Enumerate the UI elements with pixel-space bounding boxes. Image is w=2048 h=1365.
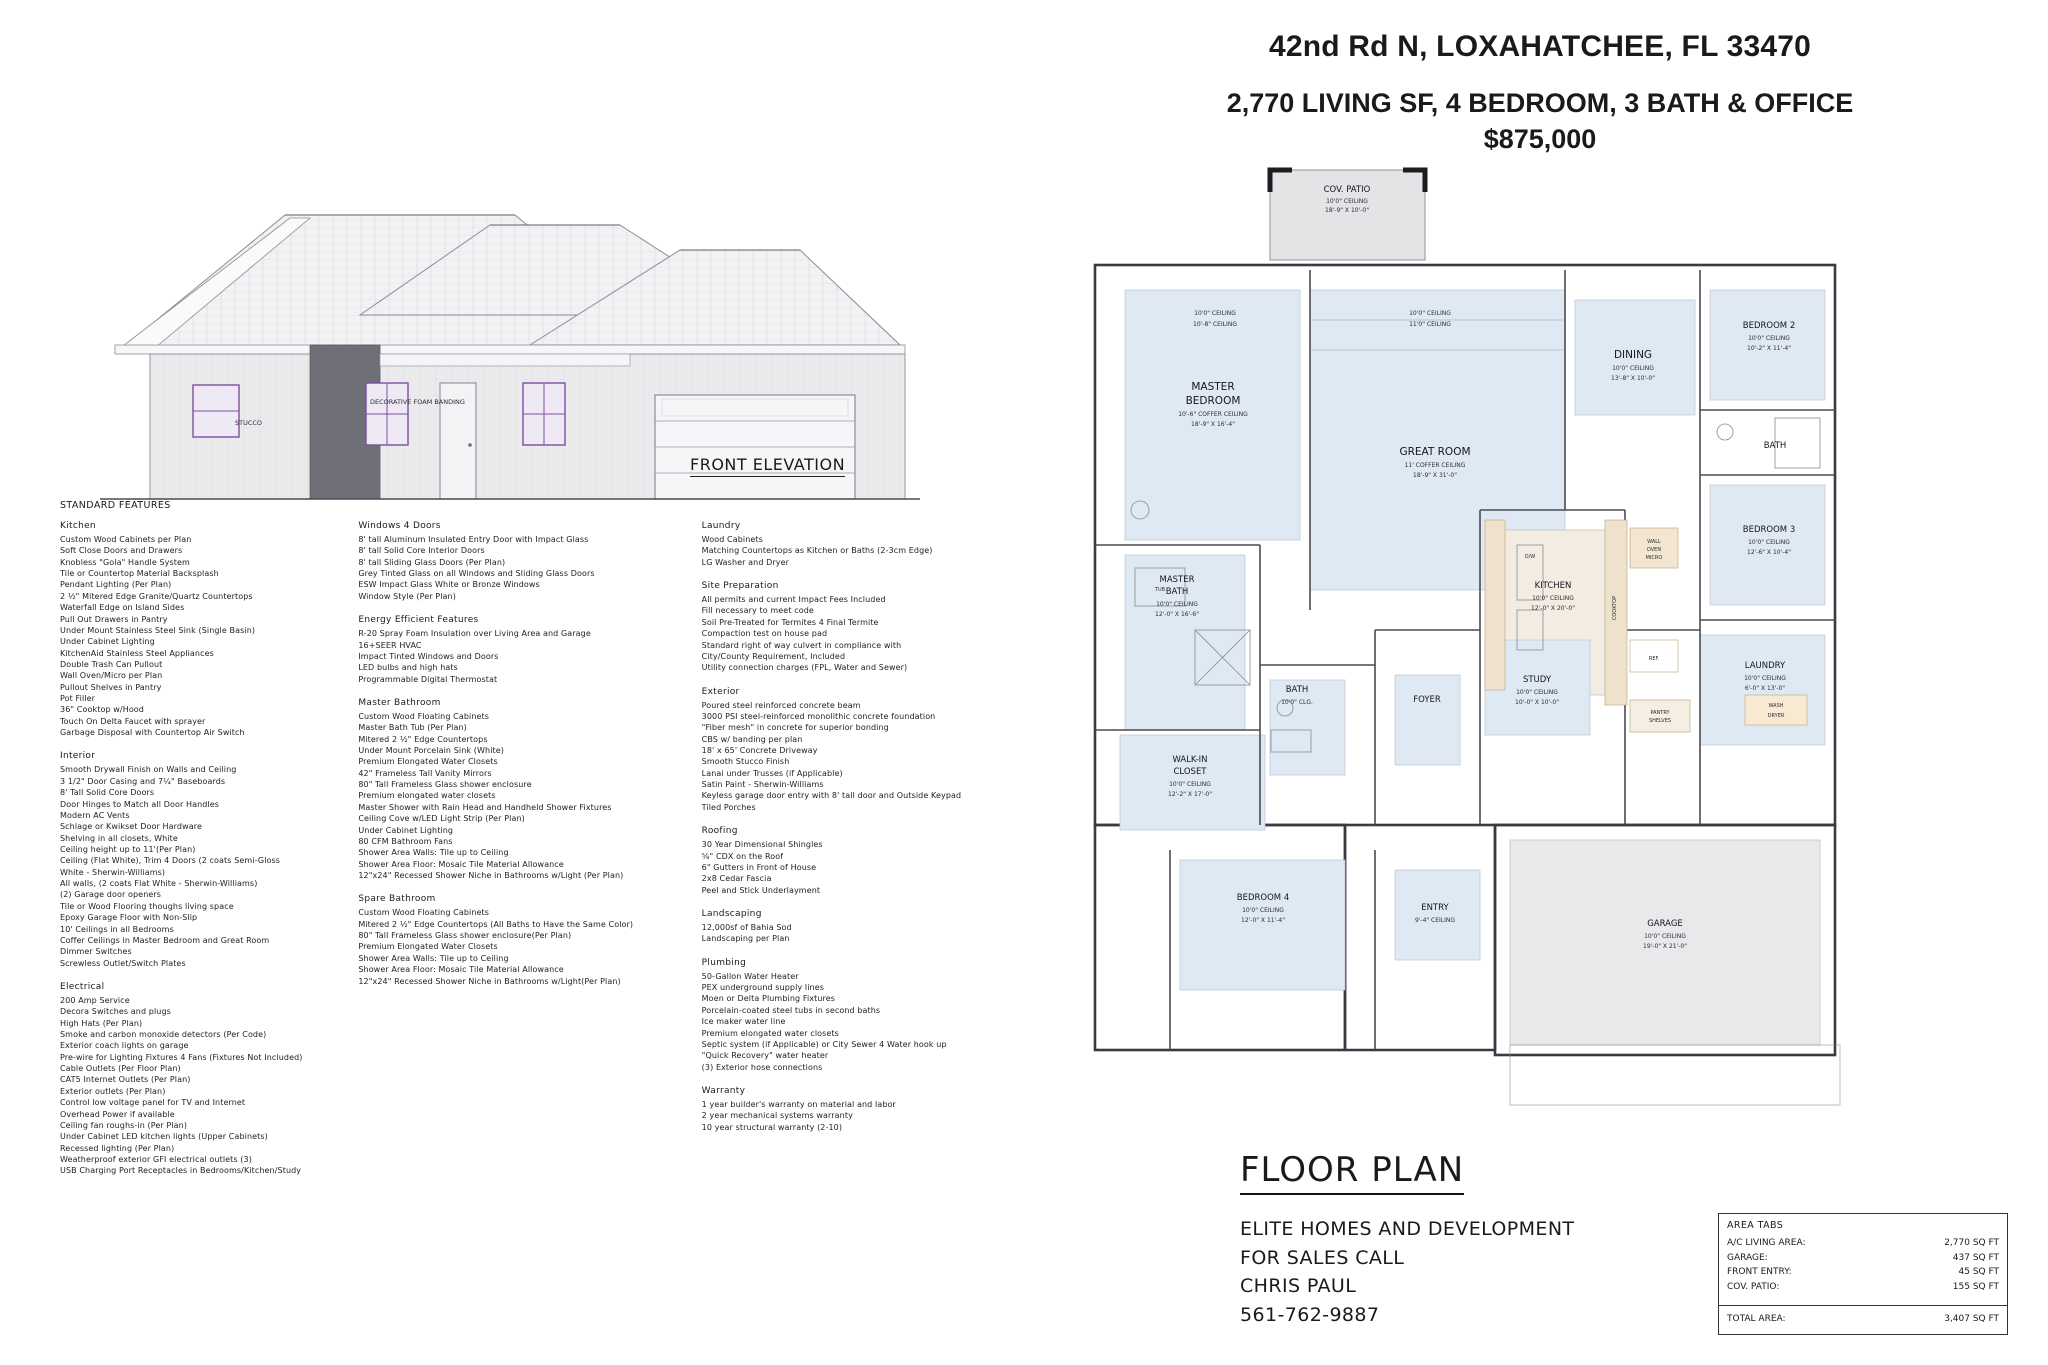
feature-item: 8' tall Solid Core Interior Doors [358, 546, 485, 556]
section-heading: Master Bathroom [358, 697, 441, 708]
floor-plan-drawing [1085, 185, 2015, 1120]
area-total-label: TOTAL AREA: [1727, 1314, 1786, 1325]
room-size-walk-in-closet: 12'-2" X 17'-0" [1168, 791, 1212, 798]
room-label-cov-patio: COV. PATIO [1323, 185, 1371, 195]
feature-item: Porcelain-coated steel tubs in second baths [701, 1005, 881, 1015]
feature-item: LED bulbs and high hats [358, 663, 458, 673]
feature-item: Shower Area Walls: Tile up to Ceiling [358, 848, 509, 858]
area-row [1727, 1251, 1999, 1266]
feature-item: Pre-wire for Lighting Fixtures 4 Fans (Fixtures Not Included) [60, 1052, 303, 1062]
feature-item: Decora Switches and plugs [60, 1007, 171, 1017]
room-size-garage: 19'-0" X 21'-0" [1643, 943, 1687, 950]
room-label-walk-in-closet: WALK-IN [1172, 755, 1208, 765]
fixture-label-tub: TUB [1154, 587, 1166, 593]
feature-item: Standard right of way culvert in compliance with [701, 640, 902, 650]
area-value: 155 SQ FT [1952, 1281, 1999, 1292]
feature-item: Landscaping per Plan [701, 934, 790, 944]
feature-item: ESW Impact Glass White or Bronze Windows [358, 580, 540, 590]
feature-item: Utility connection charges (FPL, Water and Sewer) [701, 663, 908, 673]
room-foyer [1395, 675, 1460, 765]
room-ceiling-dining: 10'0" CEILING [1612, 365, 1654, 372]
feature-item: 30 Year Dimensional Shingles [701, 840, 823, 850]
features-column-2 [358, 521, 701, 1190]
sales-contact-name: CHRIS PAUL [1240, 1275, 1357, 1297]
feature-item: 16+SEER HVAC [358, 640, 422, 650]
feature-item: Shelving in all closets, White [60, 833, 178, 843]
feature-item: Under Cabinet LED kitchen lights (Upper Cabinets) [60, 1132, 268, 1142]
feature-item: 18' x 65' Concrete Driveway [701, 746, 818, 756]
feature-item: Programmable Digital Thermostat [358, 674, 498, 684]
feature-item: Wall Oven/Micro per Plan [60, 671, 163, 681]
feature-item: 3000 PSI steel-reinforced monolithic concrete foundation [701, 711, 936, 721]
feature-item: Impact Tinted Windows and Doors [358, 651, 499, 661]
feature-item: Shower Area Floor: Mosaic Tile Material Allowance [358, 859, 564, 869]
room-ceiling-great-room: 11' COFFER CEILING [1404, 462, 1466, 469]
area-label: GARAGE: [1727, 1252, 1768, 1263]
ceiling-note-2: 10'-8" CEILING [1193, 321, 1237, 328]
floor-plan-svg [1085, 185, 2015, 1140]
room-label-bedroom-3: BEDROOM 3 [1742, 525, 1796, 535]
room-size-dining: 13'-8" X 10'-0" [1611, 375, 1655, 382]
feature-item: Tile or Wood Flooring thoughs living space [60, 901, 234, 911]
property-specs: 2,770 LIVING SF, 4 BEDROOM, 3 BATH & OFFICE [1226, 88, 1854, 118]
feature-item: Master Shower with Rain Head and Handheld Shower Fixtures [358, 802, 612, 812]
area-label: A/C LIVING AREA: [1727, 1238, 1806, 1248]
room-label-entry: ENTRY [1421, 903, 1449, 913]
area-label: FRONT ENTRY: [1727, 1267, 1792, 1278]
feature-item: Ceiling fan roughs-in (Per Plan) [60, 1120, 188, 1130]
feature-item: 36" Cooktop w/Hood [60, 705, 144, 715]
feature-item: Master Bath Tub (Per Plan) [358, 723, 467, 733]
feature-item: Window Style (Per Plan) [358, 591, 456, 601]
feature-item: Moen or Delta Plumbing Fixtures [701, 994, 836, 1004]
area-value: 437 SQ FT [1952, 1252, 1999, 1263]
area-label: COV. PATIO: [1727, 1281, 1780, 1292]
area-value: 2,770 SQ FT [1944, 1238, 1999, 1248]
sales-phone: 561-762-9887 [1240, 1303, 1380, 1326]
area-total-value: 3,407 SQ FT [1944, 1314, 1999, 1325]
features-column-1 [60, 521, 358, 1190]
section-heading: Plumbing [701, 957, 747, 968]
fixture-label-dishwasher: D/W [1524, 554, 1536, 560]
room-ceiling-bath-1: 10'0" CLG. [1281, 699, 1313, 706]
room-ceiling-garage: 10'0" CEILING [1644, 933, 1686, 940]
room-label-dining: DINING [1613, 349, 1653, 361]
section-heading: Spare Bathroom [358, 894, 436, 905]
room-ceiling-master-bedroom: 10'-6" COFFER CEILING [1178, 411, 1248, 418]
room-bedroom-4 [1180, 860, 1345, 990]
feature-item: Cable Outlets (Per Floor Plan) [60, 1064, 181, 1074]
room-ceiling-bedroom-2: 10'0" CEILING [1748, 335, 1790, 342]
feature-item: 42" Frameless Tall Vanity Mirrors [358, 768, 492, 778]
features-section-interior [60, 751, 344, 968]
feature-item: 3 1/2" Door Casing and 7¼" Baseboards [60, 776, 226, 786]
feature-item: PEX underground supply lines [701, 983, 825, 993]
section-heading: Laundry [701, 521, 741, 531]
feature-item: Garbage Disposal with Countertop Air Switch [60, 728, 245, 738]
feature-item: Tile or Countertop Material Backsplash [60, 569, 219, 579]
room-size-kitchen: 12'-0" X 20'-0" [1531, 605, 1575, 612]
features-section-master-bathroom [358, 698, 687, 881]
feature-item: Under Mount Stainless Steel Sink (Single Basin) [60, 625, 256, 635]
feature-item: Under Mount Porcelain Sink (White) [358, 746, 504, 756]
feature-item: Dimmer Switches [60, 947, 132, 957]
feature-item: Mitered 2 ½" Edge Countertops [358, 734, 488, 744]
fixture-label-cooktop: COOKTOP [1612, 595, 1618, 621]
feature-item: Pendant Lighting (Per Plan) [60, 580, 172, 590]
feature-item: Matching Countertops as Kitchen or Baths (2-3cm Edge) [701, 546, 933, 556]
feature-item: Premium Elongated Water Closets [358, 757, 498, 767]
section-heading: Warranty [701, 1085, 746, 1096]
room-label-bedroom-2: BEDROOM 2 [1742, 321, 1796, 331]
feature-item: 12"x24" Recessed Shower Niche in Bathrooms w/Light(Per Plan) [358, 976, 621, 986]
front-elevation-drawing [60, 140, 960, 460]
feature-item: 2x8 Cedar Fascia [701, 874, 772, 884]
room-ceiling-master-bath: 10'0" CEILING [1156, 601, 1198, 608]
area-row [1727, 1280, 1999, 1295]
standard-features-title: STANDARD FEATURES [60, 500, 171, 511]
room-label-bedroom-4: BEDROOM 4 [1236, 893, 1290, 903]
feature-item: "Fiber mesh" in concrete for superior bonding [701, 723, 889, 733]
room-label-study: STUDY [1522, 675, 1552, 685]
feature-item: Waterfall Edge on Island Sides [60, 603, 185, 613]
section-heading: Energy Efficient Features [358, 615, 479, 626]
room-label-bath-1: BATH [1285, 685, 1309, 695]
room-size-master-bath: 12'-0" X 16'-6" [1155, 611, 1199, 618]
room-size-bedroom-3: 12'-6" X 10'-4" [1747, 549, 1791, 556]
floor-plan-title: FLOOR PLAN [1240, 1150, 1464, 1195]
fixture-toilet-bath2 [1717, 424, 1733, 440]
feature-item: Shower Area Walls: Tile up to Ceiling [358, 953, 509, 963]
feature-item: City/County Requirement, Included [701, 651, 846, 661]
section-heading: Kitchen [60, 521, 96, 531]
feature-item: 200 Amp Service [60, 995, 130, 1005]
features-section-spare-bathroom [358, 894, 687, 987]
feature-item: Epoxy Garage Floor with Non-Slip [60, 913, 198, 923]
features-column-3 [702, 521, 1000, 1190]
feature-item: Grey Tinted Glass on all Windows and Sliding Glass Doors [358, 569, 595, 579]
feature-item: Ceiling Cove w/LED Light Strip (Per Plan) [358, 814, 525, 824]
feature-item: Ceiling height up to 11'(Per Plan) [60, 844, 196, 854]
feature-item: Double Trash Can Pullout [60, 659, 163, 669]
fixture-washer-dryer [1745, 695, 1807, 725]
feature-item: CBS w/ banding per plan [701, 734, 803, 744]
section-heading: Landscaping [701, 908, 762, 919]
area-value: 45 SQ FT [1958, 1267, 1999, 1278]
feature-item: Coffer Ceilings in Master Bedroom and Great Room [60, 935, 270, 945]
feature-item: Pull Out Drawers in Pantry [60, 614, 168, 624]
feature-item: "Quick Recovery" water heater [701, 1051, 829, 1061]
elevation-svg [60, 140, 960, 470]
room-label-garage: GARAGE [1647, 919, 1683, 929]
area-tabs-title: AREA TABS [1727, 1220, 1784, 1231]
room-label-master-bedroom-2: BEDROOM [1185, 395, 1241, 407]
feature-item: Smooth Stucco Finish [701, 757, 790, 767]
feature-item: Schlage or Kwikset Door Hardware [60, 822, 202, 832]
area-row [1727, 1236, 1999, 1251]
room-label-great-room: GREAT ROOM [1399, 446, 1471, 458]
feature-item: Fill necessary to meet code [701, 606, 814, 616]
room-label-foyer: FOYER [1413, 695, 1441, 705]
builder-contact [1240, 1215, 1574, 1329]
feature-item: All walls, (2 coats Flat White - Sherwin-Williams) [60, 879, 258, 889]
feature-item: 80" Tall Frameless Glass shower enclosure(Per Plan) [358, 931, 572, 941]
ceiling-note-1: 10'0" CEILING [1194, 310, 1236, 317]
feature-item: 2 year mechanical systems warranty [701, 1111, 853, 1121]
feature-item: Keyless garage door entry with 8' tall door and Outside Keypad [701, 791, 962, 801]
room-label-bath-2: BATH [1763, 441, 1787, 451]
features-section-warranty [702, 1086, 986, 1133]
elevation-stucco-label: STUCCO [235, 419, 263, 427]
room-label-master-bedroom: MASTER [1191, 381, 1235, 393]
room-size-bedroom-2: 10'-2" X 11'-4" [1747, 345, 1791, 352]
feature-item: Custom Wood Cabinets per Plan [60, 535, 192, 544]
room-size-cov-patio: 18'-9" X 10'-0" [1325, 207, 1369, 214]
room-ceiling-cov-patio: 10'0" CEILING [1326, 198, 1368, 205]
feature-item: KitchenAid Stainless Steel Appliances [60, 648, 214, 658]
section-heading: Interior [60, 751, 96, 762]
features-section-roofing [702, 826, 986, 896]
room-label-laundry: LAUNDRY [1744, 661, 1786, 671]
feature-item: Overhead Power if available [60, 1109, 175, 1119]
feature-item: Premium Elongated Water Closets [358, 942, 498, 952]
room-ceiling-walk-in-closet: 10'0" CEILING [1169, 781, 1211, 788]
feature-item: Custom Wood Floating Cabinets [358, 711, 490, 721]
feature-item: Peel and Stick Underlayment [701, 885, 821, 895]
room-ceiling-bedroom-4: 10'0" CEILING [1242, 907, 1284, 914]
property-address: 42nd Rd N, LOXAHATCHEE, FL 33470 [1268, 30, 1812, 63]
room-size-study: 10'-0" X 10'-0" [1515, 699, 1559, 706]
feature-item: Modern AC Vents [60, 810, 130, 820]
property-price: $875,000 [1483, 123, 1597, 154]
feature-item: Under Cabinet Lighting [60, 637, 155, 647]
feature-item: 12,000sf of Bahia Sod [701, 922, 792, 932]
feature-item: (2) Garage door openers [60, 890, 162, 900]
features-section-windows-doors [358, 521, 687, 602]
feature-item: Shower Area Floor: Mosaic Tile Material Allowance [358, 965, 564, 975]
section-heading: Windows 4 Doors [358, 521, 441, 531]
features-section-electrical [60, 982, 344, 1177]
feature-item: (3) Exterior hose connections [701, 1062, 823, 1072]
feature-item: ⅝" CDX on the Roof [701, 851, 784, 861]
fixture-pantry [1630, 700, 1690, 732]
room-size-laundry: 6'-0" X 13'-0" [1744, 685, 1786, 692]
room-size-bedroom-4: 12'-0" X 11'-4" [1241, 917, 1285, 924]
feature-item: Door Hinges to Match all Door Handles [60, 799, 220, 809]
area-tabs-table [1718, 1213, 2008, 1335]
feature-item: Touch On Delta Faucet with sprayer [60, 716, 206, 726]
feature-item: 80 CFM Bathroom Fans [358, 836, 453, 846]
features-section-plumbing [702, 958, 986, 1073]
sheet-header [1060, 30, 2020, 157]
fixture-label-ref: REF. [1648, 656, 1660, 662]
feature-item: Satin Paint - Sherwin-Williams [701, 780, 824, 790]
features-section-kitchen [60, 521, 344, 738]
feature-item: 1 year builder's warranty on material and labor [701, 1099, 896, 1109]
kitchen-counter-left [1485, 520, 1505, 690]
area-total-row [1727, 1312, 1999, 1327]
area-row [1727, 1265, 1999, 1280]
feature-item: R-20 Spray Foam Insulation over Living Area and Garage [358, 629, 591, 639]
room-size-great-room: 18'-9" X 31'-0" [1413, 472, 1457, 479]
features-section-energy [358, 615, 687, 685]
room-entry [1395, 870, 1480, 960]
feature-item: Lanai under Trusses (if Applicable) [701, 768, 843, 778]
feature-item: 8' tall Aluminum Insulated Entry Door with Impact Glass [358, 535, 589, 544]
feature-item: Poured steel reinforced concrete beam [701, 700, 861, 710]
builder-company: ELITE HOMES AND DEVELOPMENT [1240, 1218, 1575, 1240]
room-ceiling-study: 10'0" CEILING [1516, 689, 1558, 696]
feature-item: 2 ½" Mitered Edge Granite/Quartz Countertops [60, 591, 253, 601]
feature-item: CAT5 Internet Outlets (Per Plan) [60, 1075, 191, 1085]
fixture-label-micro: MICRO [1645, 555, 1663, 561]
feature-item: Screwless Outlet/Switch Plates [60, 958, 186, 968]
feature-item: Soft Close Doors and Drawers [60, 546, 183, 556]
feature-item: 8' Tall Solid Core Doors [60, 788, 155, 798]
feature-item: Exterior coach lights on garage [60, 1041, 189, 1051]
feature-item: Tiled Porches [701, 802, 756, 812]
fixture-label-oven: OVEN [1646, 547, 1662, 553]
feature-item: Weatherproof exterior GFI electrical outlets (3) [60, 1154, 252, 1164]
feature-item: 80" Tall Frameless Glass shower enclosure [358, 780, 532, 790]
ceiling-note-4: 11'0" CEILING [1409, 321, 1451, 328]
feature-item: Septic system (if Applicable) or City Sewer 4 Water hook up [701, 1039, 947, 1049]
feature-item: High Hats (Per Plan) [60, 1018, 143, 1028]
feature-item: 12"x24" Recessed Shower Niche in Bathrooms w/Light (Per Plan) [358, 870, 624, 880]
room-ceiling-kitchen: 10'0" CEILING [1532, 595, 1574, 602]
feature-item: 10 year structural warranty (2-10) [701, 1122, 843, 1132]
feature-item: 6" Gutters in Front of House [701, 862, 817, 872]
sales-line: FOR SALES CALL [1240, 1246, 1405, 1269]
room-label-walk-in-closet-2: CLOSET [1173, 767, 1207, 777]
room-label-master-bath-2: BATH [1165, 587, 1189, 597]
feature-item: 50-Gallon Water Heater [701, 971, 799, 981]
fixture-label-wash: WASH [1768, 703, 1784, 709]
features-section-laundry [702, 521, 986, 568]
feature-item: Smoke and carbon monoxide detectors (Per Code) [60, 1030, 267, 1040]
features-section-site-preparation [702, 581, 986, 674]
feature-item: Premium elongated water closets [358, 791, 496, 801]
elevation-banding-label: DECORATIVE FOAM BANDING [370, 398, 465, 406]
feature-item: Premium elongated water closets [701, 1028, 839, 1038]
feature-item: Soil Pre-Treated for Termites 4 Final Termite [701, 617, 879, 627]
feature-item: Custom Wood Floating Cabinets [358, 908, 490, 918]
feature-item: Compaction test on house pad [701, 629, 828, 639]
feature-item: Pullout Shelves in Pantry [60, 682, 162, 692]
room-size-master-bedroom: 18'-9" X 16'-4" [1191, 421, 1235, 428]
fixture-label-dryer: DRYER [1767, 713, 1785, 719]
feature-item: White - Sherwin-Williams) [60, 867, 166, 877]
feature-item: Ceiling (Flat White), Trim 4 Doors (2 coats Semi-Gloss [60, 856, 281, 866]
fixture-label-pantry: PANTRY [1650, 710, 1670, 716]
section-heading: Site Preparation [701, 581, 779, 592]
feature-item: LG Washer and Dryer [701, 557, 790, 567]
feature-item: USB Charging Port Receptacles in Bedrooms/Kitchen/Study [60, 1166, 302, 1176]
feature-item: Under Cabinet Lighting [358, 825, 454, 835]
feature-item: Pot Filler [60, 694, 96, 704]
front-elevation-caption: FRONT ELEVATION [690, 455, 845, 477]
room-label-kitchen: KITCHEN [1534, 581, 1572, 591]
feature-item: Control low voltage panel for TV and Internet [60, 1098, 246, 1108]
features-section-landscaping [702, 909, 986, 945]
fixture-label-shelves: SHELVES [1648, 718, 1672, 724]
room-ceiling-entry: 9'-4" CEILING [1414, 917, 1456, 924]
room-ceiling-laundry: 10'0" CEILING [1744, 675, 1786, 682]
feature-item: 10' Ceilings in all Bedrooms [60, 924, 174, 934]
section-heading: Roofing [701, 826, 738, 837]
standard-features-block [60, 500, 1000, 1190]
feature-item: Wood Cabinets [701, 535, 763, 544]
feature-item: Knobless "Gola" Handle System [60, 557, 190, 567]
feature-item: Smooth Drywall Finish on Walls and Ceiling [60, 765, 237, 775]
fixture-label-wall-oven: WALL [1647, 539, 1661, 545]
feature-item: Mitered 2 ½" Edge Countertops (All Baths to Have the Same Color) [358, 919, 634, 929]
feature-item: Exterior outlets (Per Plan) [60, 1086, 166, 1096]
room-label-master-bath: MASTER [1159, 575, 1195, 585]
ceiling-note-3: 10'0" CEILING [1409, 310, 1451, 317]
feature-item: All permits and current Impact Fees Included [701, 595, 886, 605]
section-heading: Exterior [701, 686, 740, 697]
features-section-exterior [702, 687, 986, 814]
section-heading: Electrical [60, 981, 105, 992]
feature-item: Ice maker water line [701, 1017, 786, 1027]
feature-item: Recessed lighting (Per Plan) [60, 1143, 175, 1153]
room-ceiling-bedroom-3: 10'0" CEILING [1748, 539, 1790, 546]
feature-item: 8' tall Sliding Glass Doors (Per Plan) [358, 557, 506, 567]
